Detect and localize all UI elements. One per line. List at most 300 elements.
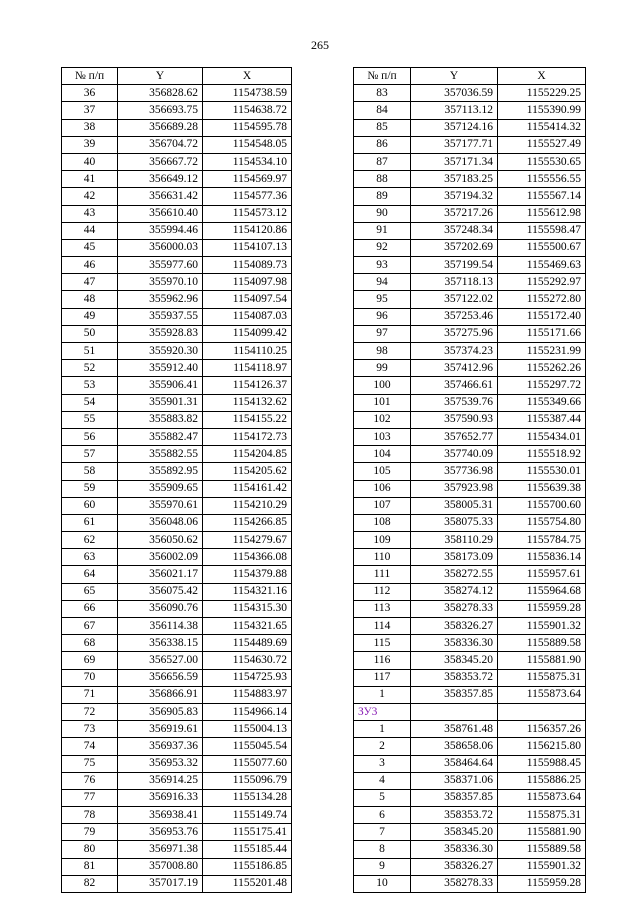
- cell-x: 1154210.29: [203, 497, 292, 514]
- cell-x: 1155096.79: [203, 772, 292, 789]
- cell-num: 92: [354, 239, 411, 256]
- table-row: [354, 618, 586, 635]
- cell-x: 1155886.25: [498, 772, 586, 789]
- cell-num: 57: [62, 446, 118, 463]
- cell-num: 47: [62, 274, 118, 291]
- table-row: [62, 291, 292, 308]
- cell-x: 1154161.42: [203, 480, 292, 497]
- cell-y: 357118.13: [411, 274, 498, 291]
- cell-y: 356610.40: [118, 205, 203, 222]
- cell-num: 67: [62, 618, 118, 635]
- table-row: [62, 188, 292, 205]
- cell-num: 110: [354, 549, 411, 566]
- cell-num: 8: [354, 841, 411, 858]
- cell-x: 1155556.55: [498, 171, 586, 188]
- cell-y: 355901.31: [118, 394, 203, 411]
- table-row: [62, 343, 292, 360]
- table-row: [354, 875, 586, 892]
- cell-y: 355970.61: [118, 497, 203, 514]
- cell-num: 51: [62, 343, 118, 360]
- cell-num: 56: [62, 428, 118, 445]
- cell-x: 1154569.97: [203, 171, 292, 188]
- cell-num: 82: [62, 875, 118, 892]
- cell-num: 58: [62, 463, 118, 480]
- cell-num: 46: [62, 257, 118, 274]
- cell-y: 358336.30: [411, 841, 498, 858]
- cell-num: 91: [354, 222, 411, 239]
- cell-y: 358326.27: [411, 858, 498, 875]
- cell-num: 10: [354, 875, 411, 892]
- table-row: [62, 446, 292, 463]
- table-row: [354, 102, 586, 119]
- table-row: [354, 136, 586, 153]
- cell-num: 108: [354, 514, 411, 531]
- cell-x: 1155231.99: [498, 343, 586, 360]
- cell-num: 78: [62, 807, 118, 824]
- table-row: [354, 532, 586, 549]
- cell-y: 357923.98: [411, 480, 498, 497]
- cell-y: 357122.02: [411, 291, 498, 308]
- cell-x: 1154205.62: [203, 463, 292, 480]
- cell-num: 97: [354, 325, 411, 342]
- cell-y: 358353.72: [411, 669, 498, 686]
- cell-x: 1154172.73: [203, 428, 292, 445]
- cell-y: 355882.55: [118, 446, 203, 463]
- cell-y: 358345.20: [411, 652, 498, 669]
- cell-y: 357253.46: [411, 308, 498, 325]
- cell-y: 357183.25: [411, 171, 498, 188]
- cell-num: 42: [62, 188, 118, 205]
- cell-y: 357652.77: [411, 428, 498, 445]
- cell-num: 81: [62, 858, 118, 875]
- table-row: [354, 858, 586, 875]
- table-row: [354, 755, 586, 772]
- cell-num: 105: [354, 463, 411, 480]
- cell-x: 1155387.44: [498, 411, 586, 428]
- cell-x: 1155530.01: [498, 463, 586, 480]
- cell-x: 1155881.90: [498, 652, 586, 669]
- cell-y: 358353.72: [411, 807, 498, 824]
- table-row: [62, 428, 292, 445]
- table-row: [354, 446, 586, 463]
- table-row: [62, 738, 292, 755]
- cell-y: 355909.65: [118, 480, 203, 497]
- table-row: [62, 807, 292, 824]
- cell-y: 358464.64: [411, 755, 498, 772]
- cell-num: 37: [62, 102, 118, 119]
- cell-y: 357248.34: [411, 222, 498, 239]
- table-row: [62, 308, 292, 325]
- cell-y: 358005.31: [411, 497, 498, 514]
- cell-num: 85: [354, 119, 411, 136]
- cell-num: 96: [354, 308, 411, 325]
- cell-num: 106: [354, 480, 411, 497]
- table-row: [354, 85, 586, 102]
- cell-num: 55: [62, 411, 118, 428]
- cell-x: 1155901.32: [498, 858, 586, 875]
- cell-x: 1155988.45: [498, 755, 586, 772]
- cell-x: 1155186.85: [203, 858, 292, 875]
- cell-x: 1154573.12: [203, 205, 292, 222]
- cell-y: 356090.76: [118, 600, 203, 617]
- cell-num: 52: [62, 360, 118, 377]
- cell-num: 117: [354, 669, 411, 686]
- cell-num: 70: [62, 669, 118, 686]
- cell-y: 357412.96: [411, 360, 498, 377]
- table-row: [62, 549, 292, 566]
- cell-x: 1155469.63: [498, 257, 586, 274]
- cell-num: 53: [62, 377, 118, 394]
- table-row: [354, 635, 586, 652]
- cell-num: 44: [62, 222, 118, 239]
- cell-num: 73: [62, 721, 118, 738]
- cell-num: 87: [354, 153, 411, 170]
- cell-num: 1: [354, 686, 411, 703]
- table-row: [354, 463, 586, 480]
- cell-x: 1154266.85: [203, 514, 292, 531]
- cell-y: 357736.98: [411, 463, 498, 480]
- cell-x: 1155754.80: [498, 514, 586, 531]
- cell-x: 1154279.67: [203, 532, 292, 549]
- table-row: [354, 343, 586, 360]
- cell-x: 1155229.25: [498, 85, 586, 102]
- cell-num: 39: [62, 136, 118, 153]
- cell-num: 76: [62, 772, 118, 789]
- header-y: Y: [411, 68, 498, 85]
- cell-y: 356971.38: [118, 841, 203, 858]
- cell-y: 356075.42: [118, 583, 203, 600]
- cell-y: 356656.59: [118, 669, 203, 686]
- cell-y: 356527.00: [118, 652, 203, 669]
- cell-x: 1155500.67: [498, 239, 586, 256]
- cell-y: 355970.10: [118, 274, 203, 291]
- cell-y: 357217.26: [411, 205, 498, 222]
- cell-x: 1154534.10: [203, 153, 292, 170]
- empty-cell: [498, 703, 586, 720]
- table-row: [354, 222, 586, 239]
- cell-num: 95: [354, 291, 411, 308]
- cell-x: 1155889.58: [498, 635, 586, 652]
- cell-y: 356667.72: [118, 153, 203, 170]
- cell-x: 1155875.31: [498, 669, 586, 686]
- table-row: [354, 600, 586, 617]
- table-header-row: [354, 68, 586, 85]
- table-row: [62, 239, 292, 256]
- table-row: [354, 721, 586, 738]
- cell-x: 1155414.32: [498, 119, 586, 136]
- cell-num: 48: [62, 291, 118, 308]
- cell-x: 1154321.65: [203, 618, 292, 635]
- cell-x: 1154126.37: [203, 377, 292, 394]
- cell-y: 358110.29: [411, 532, 498, 549]
- table-row: [354, 291, 586, 308]
- table-row: [354, 274, 586, 291]
- table-row: [354, 824, 586, 841]
- table-row: [62, 566, 292, 583]
- cell-x: 1155700.60: [498, 497, 586, 514]
- cell-num: 114: [354, 618, 411, 635]
- cell-x: 1155873.64: [498, 686, 586, 703]
- cell-num: 60: [62, 497, 118, 514]
- cell-x: 1155567.14: [498, 188, 586, 205]
- cell-y: 357590.93: [411, 411, 498, 428]
- table-row: [62, 463, 292, 480]
- cell-num: 107: [354, 497, 411, 514]
- table-row: [62, 841, 292, 858]
- table-row: [354, 377, 586, 394]
- section-label: ЗУ3: [354, 703, 411, 720]
- cell-x: 1154107.13: [203, 239, 292, 256]
- cell-x: 1154118.97: [203, 360, 292, 377]
- cell-y: 358278.33: [411, 600, 498, 617]
- cell-y: 356000.03: [118, 239, 203, 256]
- cell-x: 1155004.13: [203, 721, 292, 738]
- cell-y: 355882.47: [118, 428, 203, 445]
- cell-x: 1155959.28: [498, 600, 586, 617]
- cell-x: 1155527.49: [498, 136, 586, 153]
- cell-y: 356114.38: [118, 618, 203, 635]
- cell-x: 1154966.14: [203, 703, 292, 720]
- cell-num: 49: [62, 308, 118, 325]
- cell-x: 1155171.66: [498, 325, 586, 342]
- cell-num: 94: [354, 274, 411, 291]
- cell-y: 356919.61: [118, 721, 203, 738]
- cell-y: 356905.83: [118, 703, 203, 720]
- cell-x: 1154738.59: [203, 85, 292, 102]
- cell-y: 358326.27: [411, 618, 498, 635]
- cell-x: 1155518.92: [498, 446, 586, 463]
- cell-num: 3: [354, 755, 411, 772]
- table-row: [354, 205, 586, 222]
- cell-x: 1155873.64: [498, 789, 586, 806]
- cell-y: 356048.06: [118, 514, 203, 531]
- cell-y: 355928.83: [118, 325, 203, 342]
- cell-num: 113: [354, 600, 411, 617]
- cell-x: 1155175.41: [203, 824, 292, 841]
- cell-y: 356050.62: [118, 532, 203, 549]
- table-row: [354, 583, 586, 600]
- cell-x: 1155077.60: [203, 755, 292, 772]
- cell-num: 102: [354, 411, 411, 428]
- cell-num: 109: [354, 532, 411, 549]
- table-row: [354, 669, 586, 686]
- table-row: [354, 428, 586, 445]
- cell-y: 355883.82: [118, 411, 203, 428]
- cell-y: 356953.76: [118, 824, 203, 841]
- cell-num: 5: [354, 789, 411, 806]
- table-row: [62, 618, 292, 635]
- cell-x: 1155390.99: [498, 102, 586, 119]
- table-row: [62, 652, 292, 669]
- cell-num: 89: [354, 188, 411, 205]
- cell-y: 358075.33: [411, 514, 498, 531]
- cell-y: 356693.75: [118, 102, 203, 119]
- cell-x: 1155201.48: [203, 875, 292, 892]
- table-row: [62, 721, 292, 738]
- cell-x: 1154110.25: [203, 343, 292, 360]
- table-row: [62, 394, 292, 411]
- table-row: [62, 102, 292, 119]
- cell-x: 1155964.68: [498, 583, 586, 600]
- cell-x: 1154321.16: [203, 583, 292, 600]
- section-row: [354, 703, 586, 720]
- cell-num: 71: [62, 686, 118, 703]
- table-row: [62, 703, 292, 720]
- table-row: [354, 171, 586, 188]
- cell-y: 358345.20: [411, 824, 498, 841]
- cell-num: 69: [62, 652, 118, 669]
- cell-x: 1155292.97: [498, 274, 586, 291]
- cell-x: 1154638.72: [203, 102, 292, 119]
- cell-y: 356866.91: [118, 686, 203, 703]
- cell-y: 356916.33: [118, 789, 203, 806]
- cell-num: 36: [62, 85, 118, 102]
- cell-y: 357539.76: [411, 394, 498, 411]
- header-num: № п/п: [354, 68, 411, 85]
- cell-x: 1155598.47: [498, 222, 586, 239]
- table-row: [62, 153, 292, 170]
- table-row: [62, 635, 292, 652]
- cell-y: 358761.48: [411, 721, 498, 738]
- cell-x: 1155349.66: [498, 394, 586, 411]
- cell-num: 59: [62, 480, 118, 497]
- table-row: [354, 566, 586, 583]
- table-row: [354, 411, 586, 428]
- cell-y: 356937.36: [118, 738, 203, 755]
- table-row: [62, 257, 292, 274]
- cell-num: 2: [354, 738, 411, 755]
- cell-num: 40: [62, 153, 118, 170]
- table-row: [62, 669, 292, 686]
- cell-y: 357177.71: [411, 136, 498, 153]
- cell-num: 41: [62, 171, 118, 188]
- cell-num: 104: [354, 446, 411, 463]
- page-number: 265: [311, 38, 329, 52]
- cell-y: 358272.55: [411, 566, 498, 583]
- cell-x: 1154577.36: [203, 188, 292, 205]
- cell-y: 358336.30: [411, 635, 498, 652]
- cell-num: 93: [354, 257, 411, 274]
- table-row: [62, 858, 292, 875]
- cell-x: 1154155.22: [203, 411, 292, 428]
- cell-num: 64: [62, 566, 118, 583]
- cell-y: 357017.19: [118, 875, 203, 892]
- cell-num: 88: [354, 171, 411, 188]
- table-row: [62, 205, 292, 222]
- cell-y: 357740.09: [411, 446, 498, 463]
- table-row: [62, 600, 292, 617]
- cell-num: 66: [62, 600, 118, 617]
- cell-y: 355892.95: [118, 463, 203, 480]
- cell-x: 1154089.73: [203, 257, 292, 274]
- cell-num: 1: [354, 721, 411, 738]
- table-row: [354, 188, 586, 205]
- table-row: [354, 738, 586, 755]
- table-row: [354, 325, 586, 342]
- cell-x: 1154097.54: [203, 291, 292, 308]
- cell-y: 356938.41: [118, 807, 203, 824]
- table-row: [62, 755, 292, 772]
- table-row: [354, 841, 586, 858]
- cell-num: 74: [62, 738, 118, 755]
- cell-num: 101: [354, 394, 411, 411]
- cell-x: 1155134.28: [203, 789, 292, 806]
- cell-num: 100: [354, 377, 411, 394]
- table-row: [354, 807, 586, 824]
- cell-y: 355962.96: [118, 291, 203, 308]
- table-row: [62, 514, 292, 531]
- cell-num: 9: [354, 858, 411, 875]
- cell-x: 1154087.03: [203, 308, 292, 325]
- cell-x: 1154548.05: [203, 136, 292, 153]
- table-row: [354, 652, 586, 669]
- cell-num: 6: [354, 807, 411, 824]
- table-row: [62, 583, 292, 600]
- table-header-row: [62, 68, 292, 85]
- cell-y: 358278.33: [411, 875, 498, 892]
- cell-num: 61: [62, 514, 118, 531]
- cell-y: 355977.60: [118, 257, 203, 274]
- cell-y: 358357.85: [411, 686, 498, 703]
- cell-y: 358371.06: [411, 772, 498, 789]
- cell-num: 90: [354, 205, 411, 222]
- cell-y: 356914.25: [118, 772, 203, 789]
- cell-x: 1155901.32: [498, 618, 586, 635]
- cell-x: 1155959.28: [498, 875, 586, 892]
- cell-x: 1154366.08: [203, 549, 292, 566]
- cell-num: 65: [62, 583, 118, 600]
- table-row: [62, 274, 292, 291]
- table-row: [62, 325, 292, 342]
- cell-num: 112: [354, 583, 411, 600]
- cell-y: 355912.40: [118, 360, 203, 377]
- cell-x: 1155185.44: [203, 841, 292, 858]
- cell-x: 1155881.90: [498, 824, 586, 841]
- cell-y: 355920.30: [118, 343, 203, 360]
- cell-x: 1154883.97: [203, 686, 292, 703]
- cell-num: 80: [62, 841, 118, 858]
- table-row: [354, 549, 586, 566]
- cell-num: 77: [62, 789, 118, 806]
- cell-x: 1154595.78: [203, 119, 292, 136]
- header-num: № п/п: [62, 68, 118, 85]
- table-row: [62, 222, 292, 239]
- cell-num: 50: [62, 325, 118, 342]
- cell-num: 68: [62, 635, 118, 652]
- table-row: [62, 377, 292, 394]
- cell-y: 358658.06: [411, 738, 498, 755]
- cell-num: 98: [354, 343, 411, 360]
- cell-num: 75: [62, 755, 118, 772]
- cell-x: 1155530.65: [498, 153, 586, 170]
- table-row: [62, 119, 292, 136]
- cell-x: 1155172.40: [498, 308, 586, 325]
- coordinates-table-right: [353, 67, 586, 893]
- cell-y: 356338.15: [118, 635, 203, 652]
- cell-y: 355994.46: [118, 222, 203, 239]
- cell-y: 356953.32: [118, 755, 203, 772]
- cell-x: 1155875.31: [498, 807, 586, 824]
- cell-y: 358274.12: [411, 583, 498, 600]
- coordinates-table-left: [61, 67, 292, 893]
- cell-num: 54: [62, 394, 118, 411]
- table-row: [62, 824, 292, 841]
- cell-y: 357113.12: [411, 102, 498, 119]
- cell-y: 357124.16: [411, 119, 498, 136]
- cell-y: 355906.41: [118, 377, 203, 394]
- table-row: [62, 136, 292, 153]
- header-y: Y: [118, 68, 203, 85]
